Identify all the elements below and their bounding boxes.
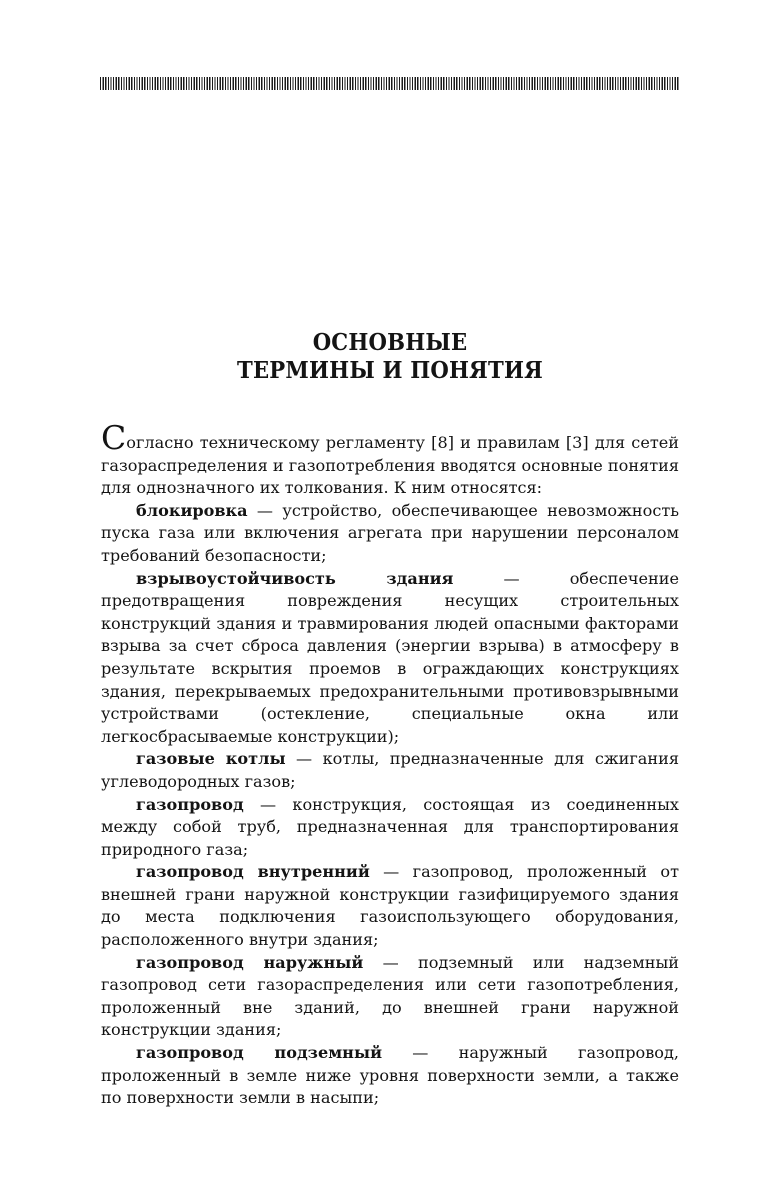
term-entry-gazoprovod-podzemnyy <box>101 1042 679 1110</box>
definition: — газопровод, проложенный от внешней грани наружной конструкции газифицируемого здания до места подключения газоиспользующего оборудования, расположенного внутри здания; <box>101 862 679 950</box>
definition: — устройство, обеспечивающее невозможность пуска газа или включения агрегата при нарушении персоналом требований безопасности; <box>101 500 679 565</box>
page-title-line-1: ОСНОВНЫЕ <box>312 329 468 357</box>
term: газопровод наружный <box>136 952 364 972</box>
intro-paragraph <box>101 418 679 500</box>
drop-cap: С <box>101 418 127 457</box>
intro-text: огласно техническому регламенту [8] и правилам [3] для сетей газораспределения и газопотребления вводятся основные понятия для однозначного их толкования. К ним относятся: <box>101 433 679 498</box>
page-title <box>123 329 657 385</box>
term: взрывоустойчивость здания <box>136 568 454 588</box>
term-entry-blokirovka <box>101 500 679 568</box>
definition: — котлы, предназначенные для сжигания углеводородных газов; <box>101 749 679 791</box>
body-text <box>101 418 680 1110</box>
term: газопровод подземный <box>136 1043 383 1063</box>
term-entry-gazoprovod-naruzhnyy <box>101 952 679 1042</box>
term: газовые котлы <box>136 749 286 769</box>
term: газопровод внутренний <box>136 862 370 882</box>
definition: — конструкция, состоящая из соединенных между собой труб, предназначенная для транспортирования природного газа; <box>101 794 679 859</box>
term-entry-vzryvoustoychivost <box>101 568 679 749</box>
term-entry-gazovye-kotly <box>101 748 679 793</box>
term-entry-gazoprovod <box>101 794 679 862</box>
page-title-line-2: ТЕРМИНЫ И ПОНЯТИЯ <box>237 357 543 385</box>
definition: — наружный газопровод, проложенный в земле ниже уровня поверхности земли, а также по поверхности земли в насыпи; <box>101 1043 680 1108</box>
definition: — обеспечение предотвращения повреждения несущих строительных конструкций здания и травмирования людей опасными факторами взрыва за счет сброса давления (энергии взрыва) в атмосферу в результате вскрытия проемов в ограждающих конструкциях здания, перекрываемых предохранительными противовзрывными устройствами (остекление, специальные окна или легкосбрасываемые конструкции); <box>101 568 679 746</box>
definition: — подземный или надземный газопровод сети газораспределения или сети газопотребления, проложенный вне зданий, до внешней грани наружной конструкции здания; <box>101 952 679 1040</box>
term: газопровод <box>136 794 244 814</box>
term: блокировка <box>136 500 248 520</box>
term-entry-gazoprovod-vnutrenniy <box>101 861 679 951</box>
top-decorative-rule <box>100 77 680 90</box>
